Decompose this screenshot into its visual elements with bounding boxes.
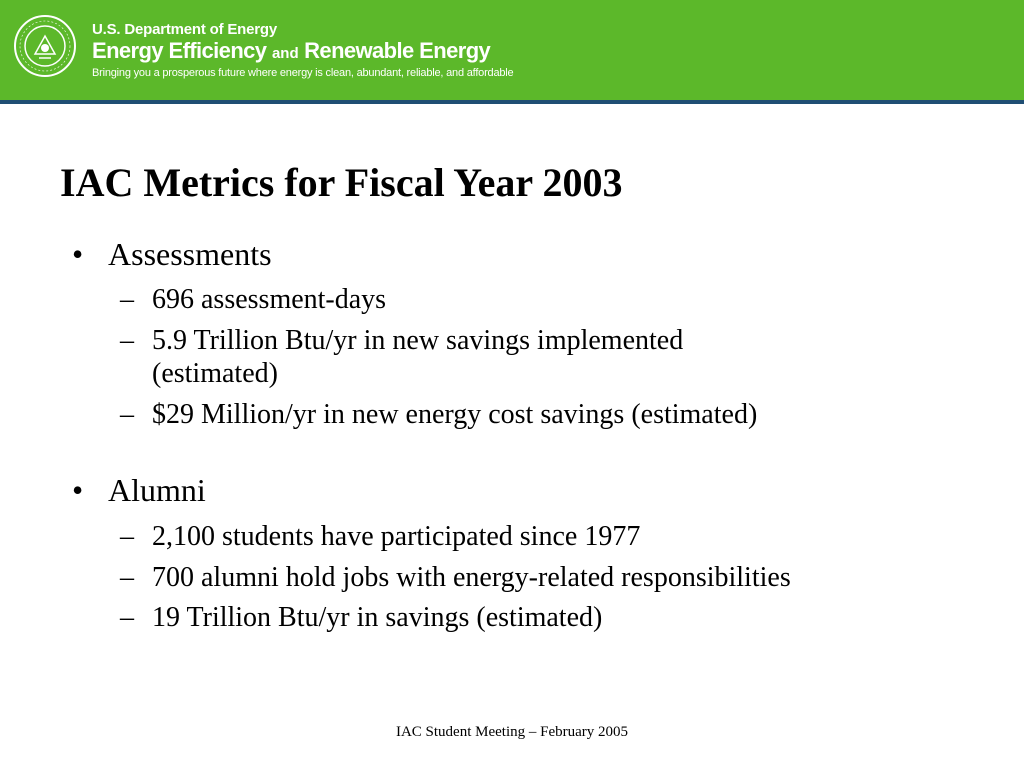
- sub-item-text: 5.9 Trillion Btu/yr in new savings implemented: [152, 325, 684, 356]
- dash-marker: –: [120, 399, 134, 430]
- office-name-part1: Energy Efficiency: [92, 38, 267, 63]
- dash-marker: –: [120, 562, 134, 593]
- sub-item-text: 696 assessment-days: [152, 284, 387, 315]
- sub-item: [120, 283, 386, 316]
- bullet-heading: Alumni: [108, 472, 206, 508]
- sub-item: [120, 601, 602, 634]
- footer-text: IAC Student Meeting – February 2005: [395, 724, 629, 740]
- dash-marker: –: [120, 602, 134, 633]
- sub-item: [120, 324, 683, 390]
- slide-title: IAC Metrics for Fiscal Year 2003: [60, 160, 623, 205]
- bullet-alumni: [72, 472, 206, 509]
- sub-item-text: $29 Million/yr in new energy cost savings (estimated): [152, 399, 758, 430]
- bullet-dot: •: [72, 472, 84, 508]
- tagline: Bringing you a prosperous future where energy is clean, abundant, reliable, and affordable: [92, 67, 514, 79]
- sub-item-text: 19 Trillion Btu/yr in savings (estimated): [152, 602, 603, 633]
- office-name-and: and: [271, 45, 299, 62]
- dash-marker: –: [120, 521, 134, 552]
- slide-footer: [0, 724, 1024, 741]
- bullet-assessments: [72, 236, 272, 273]
- sub-item-text: 2,100 students have participated since 1977: [152, 521, 641, 552]
- sub-item-text-wrap: (estimated): [152, 358, 278, 389]
- org-name: U.S. Department of Energy: [92, 21, 278, 38]
- sub-item: [120, 398, 757, 431]
- dash-marker: –: [120, 325, 134, 356]
- bullet-dot: •: [72, 236, 84, 272]
- office-name-part2: Renewable Energy: [304, 38, 491, 63]
- dash-marker: –: [120, 284, 134, 315]
- sub-item: [120, 520, 640, 553]
- bullet-heading: Assessments: [108, 236, 272, 272]
- sub-item-text: 700 alumni hold jobs with energy-related responsibilities: [152, 562, 791, 593]
- sub-item: [120, 561, 791, 594]
